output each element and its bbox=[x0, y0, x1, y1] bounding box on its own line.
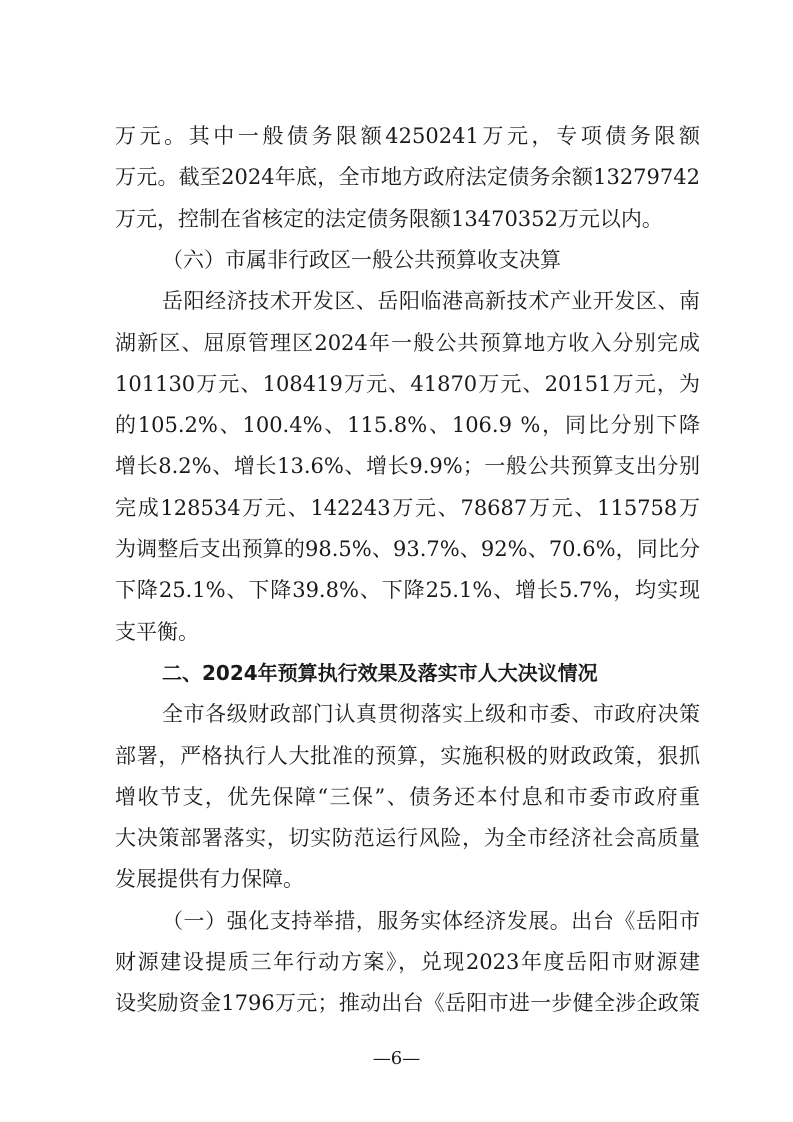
text-line: 部署，严格执行人大批准的预算，实施积极的财政政策，狠抓 bbox=[115, 743, 700, 768]
text-line: 岳阳经济技术开发区、岳阳临港高新技术产业开发区、南 bbox=[162, 289, 700, 314]
text-line: 的105.2%、100.4%、115.8%、106.9 %，同比分别下降 bbox=[115, 413, 700, 438]
text-line: 完成128534万元、142243万元、78687万元、115758万 bbox=[115, 495, 700, 520]
text-line: 支平衡。 bbox=[115, 619, 199, 644]
text-line: 全市各级财政部门认真贯彻落实上级和市委、市政府决策 bbox=[162, 702, 700, 727]
section-heading: 二、2024年预算执行效果及落实市人大决议情况 bbox=[162, 660, 598, 685]
text-line: 万元，控制在省核定的法定债务限额13470352万元以内。 bbox=[115, 206, 663, 231]
text-line: 万元。其中一般债务限额4250241万元，专项债务限额 bbox=[115, 124, 700, 148]
text-line: 增收节支，优先保障“三保”、债务还本付息和市委市政府重 bbox=[115, 784, 700, 809]
text-line: 发展提供有力保障。 bbox=[115, 867, 304, 892]
text-line: 湖新区、屈原管理区2024年一般公共预算地方收入分别完成 bbox=[115, 330, 700, 355]
text-line: 为调整后支出预算的98.5%、93.7%、92%、70.6%，同比分 bbox=[115, 537, 700, 561]
text-line: 财源建设提质三年行动方案》，兑现2023年度岳阳市财源建 bbox=[115, 950, 700, 974]
text-line: （一）强化支持举措，服务实体经济发展。出台《岳阳市 bbox=[162, 908, 700, 933]
text-line: 设奖励资金1796万元；推动出台《岳阳市进一步健全涉企政策 bbox=[115, 991, 700, 1016]
text-line: 下降25.1%、下降39.8%、下降25.1%、增长5.7%，均实现 bbox=[115, 578, 700, 603]
page-number: —6— bbox=[372, 1048, 421, 1069]
text-line: 101130万元、108419万元、41870万元、20151万元，为 bbox=[115, 371, 700, 396]
text-line: 大决策部署落实，切实防范运行风险，为全市经济社会高质量 bbox=[115, 826, 700, 851]
text-line: 万元。截至2024年底，全市地方政府法定债务余额13279742 bbox=[115, 165, 700, 190]
subsection-heading: （六）市属非行政区一般公共预算收支决算 bbox=[162, 247, 561, 272]
text-line: 增长8.2%、增长13.6%、增长9.9%；一般公共预算支出分别 bbox=[115, 454, 700, 479]
